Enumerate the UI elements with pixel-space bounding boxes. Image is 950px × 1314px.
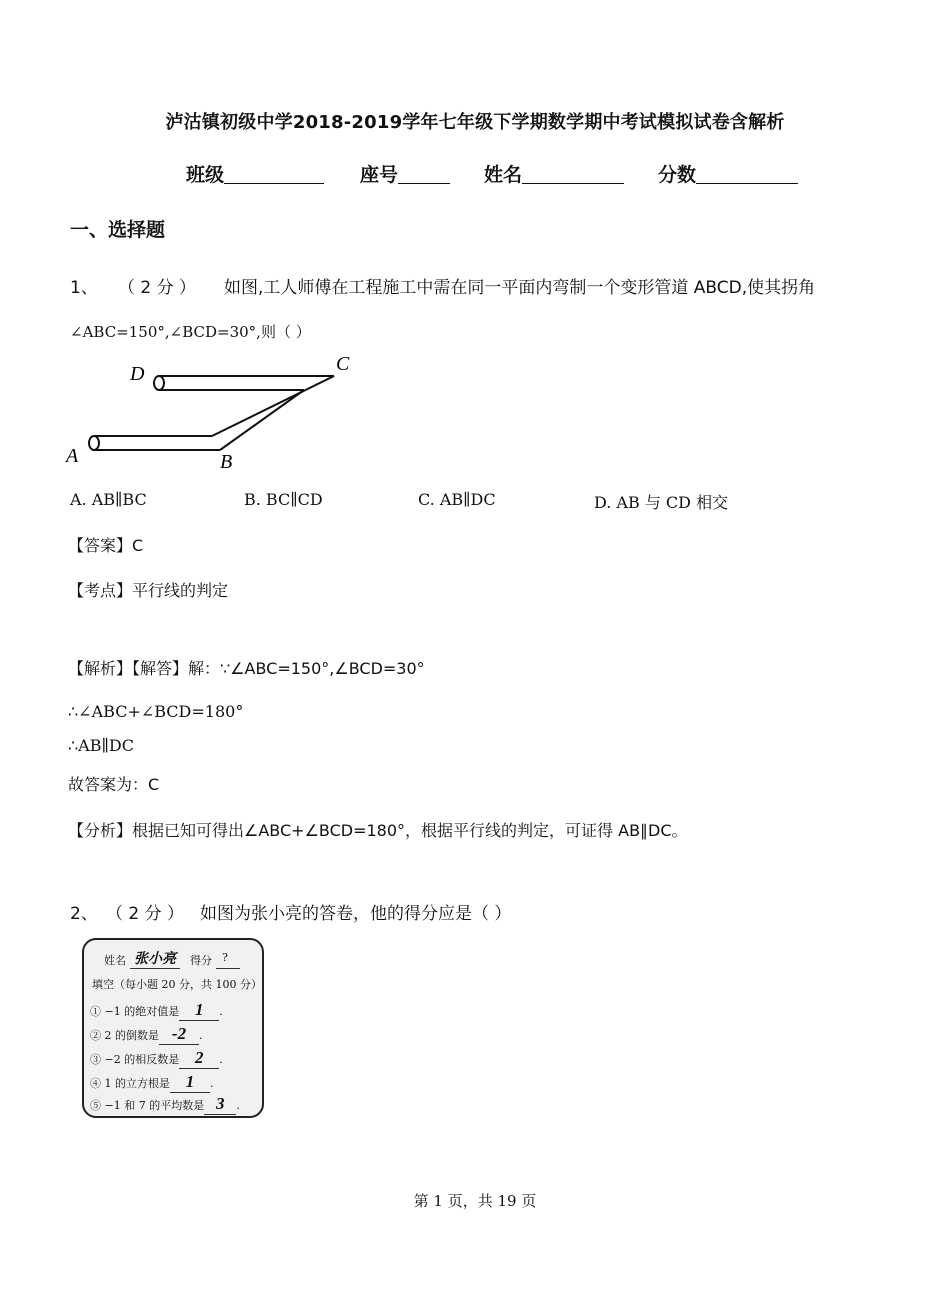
- name-label: 姓名: [484, 164, 523, 186]
- class-field: [186, 160, 324, 187]
- q2-stem: 如图为张小亮的答卷，他的得分应是（ ）: [200, 904, 512, 924]
- pipe-end-d: [154, 376, 164, 390]
- card-item-5: ⑤ −1 和 7 的平均数是 3 .: [90, 1094, 240, 1113]
- answer-card: [82, 938, 264, 1118]
- card-item-2: ② 2 的倒数是 -2 .: [90, 1024, 203, 1043]
- card-score-label: 得分: [190, 954, 212, 967]
- option-a: A. AB∥BC: [70, 490, 147, 509]
- card-item-answer: 2: [179, 1048, 219, 1069]
- option-c: C. AB∥DC: [418, 490, 496, 509]
- page-title: 泸沽镇初级中学2018-2019学年七年级下学期数学期中考试模拟试卷含解析: [165, 112, 785, 133]
- label-b: B: [220, 451, 233, 473]
- label-a: A: [66, 445, 79, 467]
- card-item-num: ①: [90, 1005, 101, 1018]
- card-item-text: −1 的绝对值是: [104, 1005, 180, 1018]
- class-blank: [224, 163, 324, 184]
- card-item-num: ②: [90, 1029, 101, 1042]
- q1-fenxi: 【分析】根据已知可得出∠ABC+∠BCD=180°，根据平行线的判定，可证得 AB∥DC。: [68, 821, 688, 840]
- q1-jiexi-line2: ∴∠ABC+∠BCD=180°: [68, 702, 244, 721]
- card-item-4: ④ 1 的立方根是 1 .: [90, 1072, 214, 1091]
- card-item-answer: 1: [170, 1072, 210, 1093]
- q1-number: 1、: [70, 278, 98, 298]
- card-item-text: 2 的倒数是: [104, 1029, 159, 1042]
- class-label: 班级: [186, 164, 225, 186]
- label-d: D: [130, 363, 145, 385]
- score-blank: [696, 163, 798, 184]
- option-b: B. BC∥CD: [244, 490, 323, 509]
- q1-jiexi-line1: 【解析】【解答】解：∵∠ABC=150°,∠BCD=30°: [68, 659, 425, 678]
- name-blank: [522, 163, 624, 184]
- q1-points: （ 2 分 ）: [118, 278, 197, 298]
- option-d: D. AB 与 CD 相交: [594, 493, 729, 512]
- q1-jiexi-line4: 故答案为：C: [68, 775, 160, 794]
- section-heading: 一、选择题: [70, 219, 166, 241]
- card-item-1: ① −1 的绝对值是 1 .: [90, 1000, 223, 1019]
- pipe-cb-bottom: [220, 390, 304, 450]
- pipe-end-a: [89, 436, 99, 450]
- pipe-figure: [62, 352, 362, 476]
- name-field: [484, 160, 624, 187]
- card-name-value: 张小亮: [134, 952, 176, 967]
- card-item-text: −1 和 7 的平均数是: [104, 1099, 205, 1112]
- card-item-num: ③: [90, 1053, 101, 1066]
- card-header: 填空（每小题 20 分，共 100 分）: [92, 978, 262, 991]
- card-name-label: 姓名: [104, 954, 126, 967]
- card-item-answer: 1: [179, 1000, 219, 1021]
- card-item-answer: -2: [159, 1024, 199, 1045]
- card-score-value: ?: [222, 951, 228, 964]
- card-item-num: ④: [90, 1077, 101, 1090]
- score-label: 分数: [658, 164, 697, 186]
- card-score-underline: [216, 968, 240, 969]
- card-item-num: ⑤: [90, 1099, 101, 1112]
- seat-label: 座号: [360, 164, 399, 186]
- q1-answer: 【答案】C: [68, 536, 144, 555]
- card-item-text: −2 的相反数是: [104, 1053, 180, 1066]
- seat-field: [360, 160, 450, 187]
- card-item-answer: 3: [204, 1094, 236, 1115]
- q1-stem-line2: ∠ABC=150°,∠BCD=30°,则（ ）: [70, 323, 311, 341]
- card-item-text: 1 的立方根是: [104, 1077, 170, 1090]
- page-footer: 第 1 页，共 19 页: [413, 1192, 537, 1210]
- card-item-3: ③ −2 的相反数是 2 .: [90, 1048, 223, 1067]
- q1-stem-line1: 如图,工人师傅在工程施工中需在同一平面内弯制一个变形管道 ABCD,使其拐角: [224, 278, 816, 298]
- card-name-underline: [130, 968, 180, 969]
- q1-jiexi-line3: ∴AB∥DC: [68, 736, 134, 755]
- seat-blank: [398, 163, 450, 184]
- label-c: C: [336, 353, 350, 375]
- q1-kaodian: 【考点】平行线的判定: [68, 581, 229, 600]
- q2-number: 2、: [70, 904, 98, 924]
- score-field: [658, 160, 798, 187]
- pipe-cb-top: [212, 376, 334, 436]
- q2-points: （ 2 分 ）: [106, 904, 185, 924]
